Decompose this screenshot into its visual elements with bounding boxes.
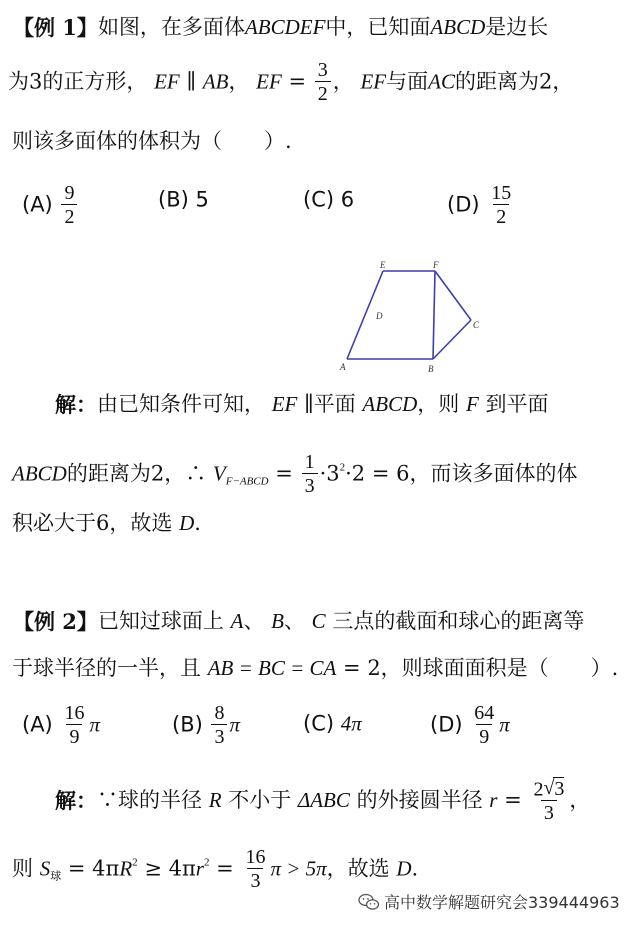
vertex-label-a: A xyxy=(340,362,346,372)
math: AB xyxy=(202,69,229,94)
equals: = xyxy=(288,69,307,94)
vertex-label-c: C xyxy=(473,320,480,330)
math: R xyxy=(119,856,133,881)
option-label: (D) xyxy=(430,712,463,737)
math: EF xyxy=(256,69,282,94)
ex1-option-a xyxy=(22,183,79,227)
option-label: (A) xyxy=(22,712,53,737)
ex2-solution-line-1 xyxy=(55,778,590,823)
parallel-symbol: ∥ xyxy=(304,392,314,416)
numerator: 3 xyxy=(317,59,328,81)
wechat-icon xyxy=(358,893,380,911)
edge-fc xyxy=(435,271,471,320)
numerator: 16 xyxy=(64,702,85,724)
solution-label: 解： xyxy=(55,392,97,417)
fraction xyxy=(61,703,87,747)
option-value: 6 xyxy=(340,187,355,212)
denominator: 2 xyxy=(61,204,77,227)
ex2-label: 【例 2】 xyxy=(13,609,98,634)
text: 则 xyxy=(12,856,33,881)
equals: = xyxy=(216,856,234,881)
denominator: 2 xyxy=(493,204,509,227)
numerator: 15 xyxy=(491,182,512,204)
ex2-option-b xyxy=(172,703,240,747)
math: ABCD xyxy=(12,461,67,486)
text: 于球半径的一半，且 xyxy=(12,656,201,680)
math: π > 5π xyxy=(270,856,327,881)
math: π xyxy=(229,712,241,737)
ex1-solution-line-2 xyxy=(12,452,577,496)
option-label: (B) xyxy=(172,712,203,737)
text: 则该多面体的体积为（ ）. xyxy=(12,129,292,153)
ex1-line-1 xyxy=(13,16,548,38)
option-label: (D) xyxy=(447,192,480,217)
math: EF xyxy=(271,392,298,416)
math: r xyxy=(489,788,498,813)
equals: = xyxy=(504,788,522,813)
ex2-option-d xyxy=(430,703,510,747)
math: ΔABC xyxy=(297,788,350,813)
numerator: 8 xyxy=(214,702,225,724)
ex1-option-d xyxy=(447,183,516,227)
numerator: 64 xyxy=(474,702,495,724)
ex1-solution-line-3 xyxy=(12,512,201,534)
math: ·3 xyxy=(319,461,340,486)
math: F xyxy=(465,392,479,416)
math: π xyxy=(89,712,100,737)
math: R xyxy=(208,788,222,813)
text: 的距离为2， xyxy=(454,69,574,94)
text: ，则 xyxy=(417,392,460,416)
option-label: (B) xyxy=(158,187,189,212)
fraction xyxy=(302,452,318,496)
text: ， xyxy=(569,788,591,813)
fraction xyxy=(242,847,268,891)
ex1-option-c xyxy=(303,189,354,211)
text: 的距离为2，∴ xyxy=(66,461,207,486)
text: 是边长 xyxy=(485,15,549,39)
parallel-symbol: ∥ xyxy=(186,69,197,94)
numerator: 1 xyxy=(304,451,315,473)
fraction xyxy=(61,183,77,227)
text: 已知过球面上 xyxy=(97,609,224,633)
text: . xyxy=(194,511,201,535)
text: 、 xyxy=(283,609,305,633)
ex2-line-2 xyxy=(12,657,618,679)
text: ，而该多面体的体 xyxy=(409,461,578,486)
math: D xyxy=(179,511,195,535)
option-label: (C) xyxy=(303,187,335,212)
numerator: 2√3 xyxy=(533,777,565,801)
subscript: 球 xyxy=(50,870,62,883)
numerator: 16 xyxy=(245,846,266,868)
text: 不小于 xyxy=(228,788,292,813)
text: 平面 xyxy=(313,392,356,416)
math: ·2 = 6 xyxy=(345,461,410,486)
text: 中，已知面 xyxy=(325,15,431,39)
polyhedron-figure xyxy=(336,260,496,376)
text: 、 xyxy=(243,609,265,633)
denominator: 2 xyxy=(315,81,331,104)
ex2-solution-line-2 xyxy=(12,847,418,891)
text: 到平面 xyxy=(485,392,549,416)
ex1-line-2 xyxy=(8,60,573,104)
math: S xyxy=(39,856,51,881)
text: 如图，在多面体 xyxy=(97,15,245,39)
solution-label: 解： xyxy=(55,788,97,814)
denominator: 3 xyxy=(211,724,227,747)
vertex-label-e: E xyxy=(380,260,386,270)
option-value: 5 xyxy=(195,187,209,212)
option-value: 4π xyxy=(340,711,362,736)
denominator: 3 xyxy=(247,868,263,891)
option-label: (A) xyxy=(22,192,53,217)
fraction xyxy=(315,60,331,104)
radicand: 3 xyxy=(554,778,565,801)
math: D xyxy=(396,856,412,881)
math: ABCD xyxy=(430,15,486,39)
math: A xyxy=(230,609,244,633)
subscript: F−ABCD xyxy=(225,475,269,488)
superscript: 2 xyxy=(339,461,346,474)
math: V xyxy=(212,461,226,486)
text: 的外接圆半径 xyxy=(356,788,483,813)
ex1-line-3 xyxy=(12,130,292,152)
ex2-option-a xyxy=(22,703,100,747)
fraction xyxy=(211,703,227,747)
coefficient: 2 xyxy=(533,778,544,801)
ex1-solution-line-1 xyxy=(55,393,548,415)
text: 由已知条件可知， xyxy=(97,392,265,416)
numerator: 9 xyxy=(64,182,75,204)
denominator: 9 xyxy=(66,724,82,747)
math: AB = BC = CA xyxy=(207,656,337,680)
text: 与面 xyxy=(386,69,429,94)
superscript: 2 xyxy=(132,856,138,869)
vertex-label-b: B xyxy=(428,364,434,374)
denominator: 3 xyxy=(302,473,318,496)
equals: = xyxy=(275,461,293,486)
text: 积必大于6，故选 xyxy=(12,511,173,535)
text: ， xyxy=(228,69,250,94)
math: B xyxy=(271,609,284,633)
math: ≥ 4π xyxy=(144,856,196,881)
math: AC xyxy=(428,69,455,94)
option-label: (C) xyxy=(303,711,335,736)
math: π xyxy=(499,712,510,737)
math: ABCDEF xyxy=(244,15,326,39)
text: . xyxy=(411,856,419,881)
vertex-label-f: F xyxy=(433,260,439,270)
math: = 4π xyxy=(67,856,120,881)
edge-fb xyxy=(433,271,435,359)
text: ， xyxy=(332,69,354,94)
denominator: 3 xyxy=(541,800,557,823)
text: ∵球的半径 xyxy=(97,788,202,813)
ex2-line-1 xyxy=(13,610,584,632)
ex2-option-c xyxy=(303,713,362,735)
math: ABCD xyxy=(362,392,418,416)
text: 为3的正方形， xyxy=(8,69,148,94)
math: r xyxy=(195,856,204,881)
text: 三点的截面和球心的距离等 xyxy=(332,609,585,633)
denominator: 9 xyxy=(476,724,492,747)
math: EF xyxy=(360,69,387,94)
ex1-option-b xyxy=(158,189,209,211)
fraction xyxy=(471,703,497,747)
edge-bc xyxy=(433,320,471,359)
ex1-label: 【例 1】 xyxy=(13,15,98,40)
watermark: 高中数学解题研究会339444963 xyxy=(384,893,620,912)
superscript: 2 xyxy=(203,856,210,869)
fraction xyxy=(530,778,567,823)
text: ，故选 xyxy=(326,856,390,881)
math: C xyxy=(311,609,326,633)
math: EF xyxy=(154,69,180,94)
vertex-label-d: D xyxy=(376,311,383,321)
text: = 2，则球面面积是（ ）. xyxy=(343,656,619,680)
fraction xyxy=(488,183,514,227)
